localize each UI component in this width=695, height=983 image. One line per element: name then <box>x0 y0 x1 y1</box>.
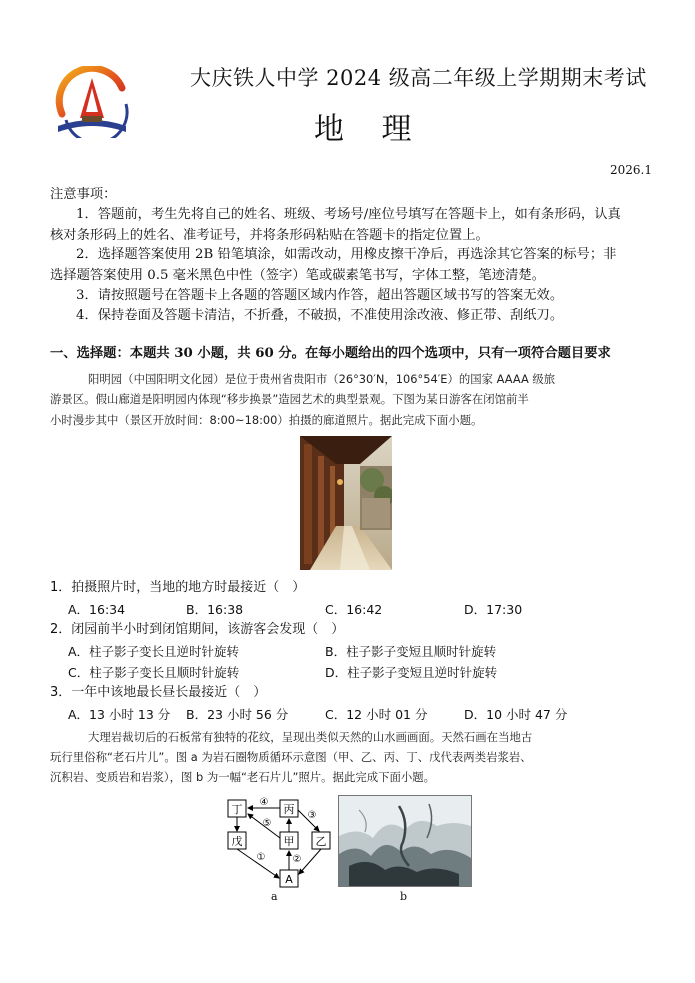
intro-1-line-1: 阳明园（中国阳明文化园）是位于贵州省贵阳市（26°30′N，106°54′E）的国家 AAAA 级旅 <box>88 372 556 386</box>
question-2-option-b: B．柱子影子变短且顺时针旋转 <box>325 644 497 659</box>
exam-date: 2026.1 <box>610 163 652 177</box>
school-logo <box>52 66 132 138</box>
notice-item-3: 3．请按照题号在答题卡上各题的答题区域内作答，超出答题区域书写的答案无效。 <box>76 288 564 303</box>
question-1-stem: 1．拍摄照片时，当地的地方时最接近（ ） <box>50 580 306 595</box>
section-1-heading: 一、选择题：本题共 30 小题，共 60 分。在每小题给出的四个选项中，只有一项符合题目要求 <box>50 346 611 361</box>
node-a: A <box>285 873 293 886</box>
exam-title: 大庆铁人中学 2024 级高二年级上学期期末考试 <box>190 66 647 90</box>
arrow-label-1: ① <box>256 852 266 863</box>
subject-title: 地 理 <box>314 112 426 147</box>
question-3-option-d: D．10 小时 47 分 <box>464 707 568 722</box>
question-1-option-d: D．17:30 <box>464 602 523 617</box>
arrow-label-4: ④ <box>259 797 269 808</box>
node-jia: 甲 <box>283 835 295 848</box>
node-bing: 丙 <box>283 803 295 816</box>
corridor-photo <box>300 436 392 570</box>
question-3-option-c: C．12 小时 01 分 <box>325 707 428 722</box>
intro-1-line-2: 游景区。假山廊道是阳明园内体现“移步换景”造园艺术的典型景观。下图为某日游客在闭馆前半 <box>50 392 529 406</box>
intro-2-line-1: 大理岩裁切后的石板常有独特的花纹，呈现出类似天然的山水画画面。天然石画在当地古 <box>88 730 533 744</box>
intro-1-line-3: 小时漫步其中（景区开放时间：8:00~18:00）拍摄的廊道照片。据此完成下面小题。 <box>50 413 483 427</box>
question-2-option-c: C．柱子影子变长且顺时针旋转 <box>68 665 240 680</box>
notice-item-4: 4．保持卷面及答题卡清洁，不折叠，不破损，不准使用涂改液、修正带、刮纸刀。 <box>76 308 564 323</box>
question-1-option-b: B．16:38 <box>186 602 244 617</box>
question-2-option-a: A．柱子影子变长且逆时针旋转 <box>68 644 240 659</box>
intro-2-line-2: 玩行里俗称“老石片儿”。图 a 为岩石圈物质循环示意图（甲、乙、丙、丁、戊代表两类岩浆岩、 <box>50 750 532 764</box>
notice-item-2-line-1: 2．选择题答案使用 2B 铅笔填涂，如需改动，用橡皮擦干净后，再选涂其它答案的标号；非 <box>76 247 617 262</box>
question-2-stem: 2．闭园前半小时到闭馆期间，该游客会发现（ ） <box>50 622 345 637</box>
rock-cycle-diagram <box>222 796 334 890</box>
stone-painting-photo <box>338 795 472 887</box>
notice-item-1-line-1: 1．答题前，考生先将自己的姓名、班级、考场号/座位号填写在答题卡上，如有条形码，认真 <box>76 207 621 222</box>
arrow-label-2: ② <box>292 854 302 865</box>
question-1-option-c: C．16:42 <box>325 602 383 617</box>
node-wu: 戊 <box>231 835 243 848</box>
notice-item-1-line-2: 核对条形码上的姓名、准考证号，并将条形码粘贴在答题卡的指定位置上。 <box>50 228 489 243</box>
question-3-option-b: B．23 小时 56 分 <box>186 707 289 722</box>
arrow-label-5: ⑤ <box>262 818 272 829</box>
question-2-option-d: D．柱子影子变短且逆时针旋转 <box>325 665 498 680</box>
node-yi: 乙 <box>315 835 327 848</box>
question-1-option-a: A．16:34 <box>68 602 126 617</box>
question-3-option-a: A．13 小时 13 分 <box>68 707 171 722</box>
notice-heading: 注意事项： <box>50 187 117 202</box>
figure-a-caption: a <box>271 890 278 903</box>
notice-item-2-line-2: 选择题答案使用 0.5 毫米黑色中性（签字）笔或碳素笔书写，字体工整，笔迹清楚。 <box>50 268 545 283</box>
figure-b-caption: b <box>400 890 408 903</box>
intro-2-line-3: 沉积岩、变质岩和岩浆），图 b 为一幅“老石片儿”照片。据此完成下面小题。 <box>50 770 436 784</box>
question-3-stem: 3．一年中该地最长昼长最接近（ ） <box>50 685 267 700</box>
node-ding: 丁 <box>231 803 243 816</box>
arrow-label-3: ③ <box>307 810 317 821</box>
